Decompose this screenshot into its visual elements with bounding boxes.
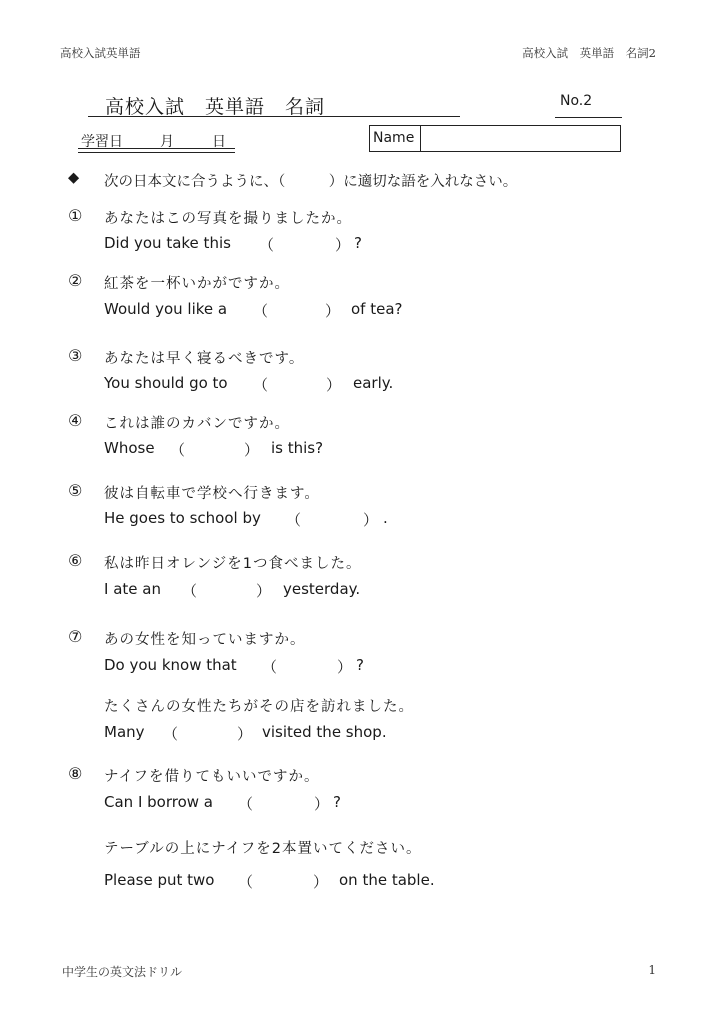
answer-blank-close: ） [256, 582, 272, 600]
question-english-pre: Do you know that [104, 656, 237, 674]
answer-blank-open: （ [238, 873, 254, 891]
question-english-post: ? [356, 656, 364, 674]
question-number: ② [68, 271, 83, 290]
question-english-pre: Whose [104, 439, 155, 457]
question-japanese: 紅茶を一杯いかがですか。 [104, 276, 290, 292]
question-number: ⑤ [68, 481, 83, 500]
answer-blank-open: （ [259, 236, 275, 254]
question-english-post: ? [354, 234, 362, 252]
question-number: ⑥ [68, 551, 83, 570]
answer-blank-close: ） [314, 795, 330, 813]
answer-blank-close: ） [335, 236, 351, 254]
instruction-bullet: ◆ [68, 170, 80, 186]
question-english-pre: You should go to [104, 374, 228, 392]
question-japanese: あなたはこの写真を撮りましたか。 [104, 211, 352, 227]
question-english-post: on the table. [339, 871, 435, 889]
answer-blank-close: ） [363, 511, 379, 529]
name-label: Name [370, 126, 421, 151]
answer-blank-open: （ [286, 511, 302, 529]
answer-blank-close: ） [237, 725, 253, 743]
question-japanese: テーブルの上にナイフを2本置いてください。 [104, 841, 422, 857]
question-english-pre: Would you like a [104, 300, 228, 318]
header-left: 高校入試英単語 [60, 46, 141, 60]
question-japanese: あの女性を知っていますか。 [104, 632, 306, 648]
question-english-pre: I ate an [104, 580, 161, 598]
name-field[interactable] [369, 125, 621, 152]
page-title: 高校入試 英単語 名詞 [105, 96, 326, 118]
question-english-pre: Please put two [104, 871, 215, 889]
footer-left: 中学生の英文法ドリル [62, 965, 183, 979]
answer-blank-close: ） [337, 658, 353, 676]
question-english-pre: Can I borrow a [104, 793, 213, 811]
answer-blank-open: （ [238, 795, 254, 813]
page-number: 1 [648, 963, 656, 977]
question-number: ① [68, 206, 83, 225]
question-english-post: of tea? [351, 300, 403, 318]
question-japanese: これは誰のカバンですか。 [104, 416, 290, 432]
answer-blank-open: （ [262, 658, 278, 676]
answer-blank-open: （ [182, 582, 198, 600]
answer-blank-open: （ [163, 725, 179, 743]
study-date-underline-1 [78, 148, 235, 149]
header-right: 高校入試 英単語 名詞2 [522, 46, 656, 60]
question-english-pre: He goes to school by [104, 509, 261, 527]
question-japanese: ナイフを借りてもいいですか。 [104, 769, 320, 785]
question-english-post: visited the shop. [262, 723, 387, 741]
study-date-month: 月 [160, 134, 174, 150]
instruction-text: 次の日本文に合うように、（ ）に適切な語を入れなさい。 [104, 174, 518, 190]
number-underline [555, 117, 622, 118]
question-japanese: あなたは早く寝るべきです。 [104, 351, 305, 367]
answer-blank-open: （ [253, 376, 269, 394]
question-japanese: 彼は自転車で学校へ行きます。 [104, 486, 320, 502]
study-date-day: 日 [212, 134, 226, 150]
question-english-post: yesterday. [283, 580, 361, 598]
question-japanese: 私は昨日オレンジを1つ食べました。 [104, 556, 362, 572]
question-number: ⑧ [68, 764, 83, 783]
answer-blank-open: （ [253, 302, 269, 320]
question-english-pre: Did you take this [104, 234, 231, 252]
answer-blank-open: （ [170, 441, 186, 459]
question-english-pre: Many [104, 723, 145, 741]
study-date-underline-2 [78, 152, 235, 153]
study-date-label: 学習日 [81, 134, 123, 150]
question-japanese: たくさんの女性たちがその店を訪れました。 [104, 699, 414, 715]
question-english-post: is this? [271, 439, 324, 457]
question-number: ④ [68, 411, 83, 430]
question-number: ⑦ [68, 627, 83, 646]
answer-blank-close: ） [313, 873, 329, 891]
question-english-post: ? [333, 793, 341, 811]
question-english-post: . [383, 509, 388, 527]
question-number: ③ [68, 346, 83, 365]
answer-blank-close: ） [325, 302, 341, 320]
title-underline [88, 116, 460, 117]
worksheet-number: No.2 [560, 93, 593, 109]
answer-blank-close: ） [244, 441, 260, 459]
answer-blank-close: ） [326, 376, 342, 394]
question-english-post: early. [353, 374, 394, 392]
